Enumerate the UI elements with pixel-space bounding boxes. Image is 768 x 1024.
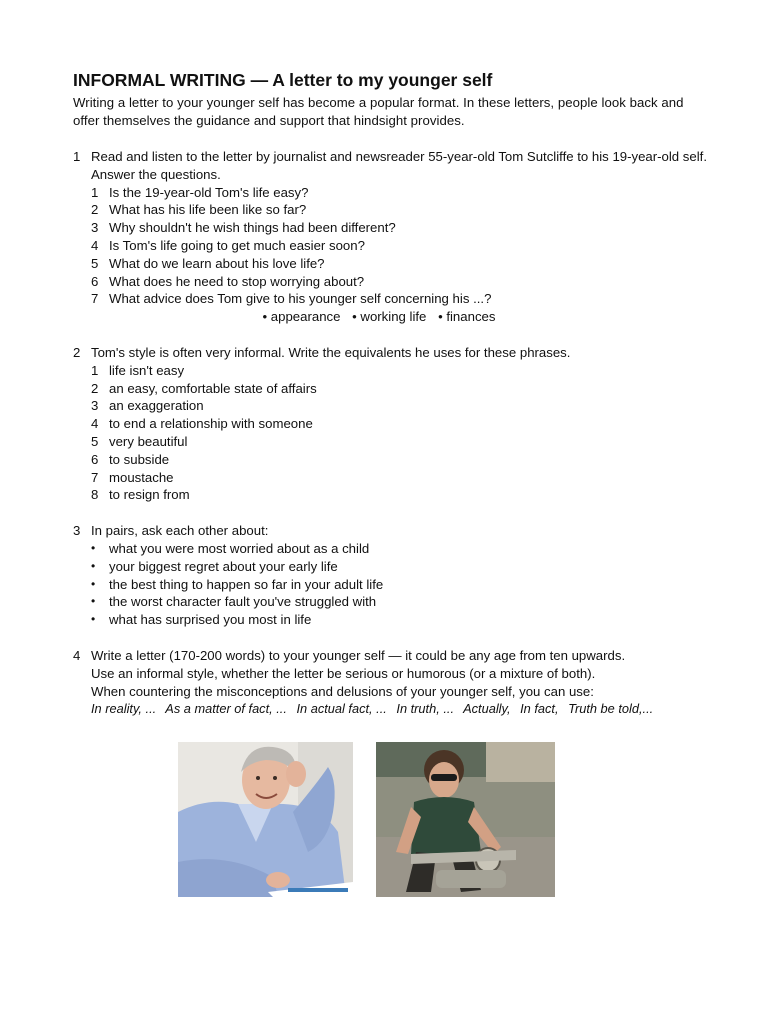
section-number: 3 bbox=[73, 523, 81, 539]
instruction-line: Write a letter (170-200 words) to your younger self — it could be any age from ten upwards. bbox=[91, 647, 626, 663]
list-item bbox=[91, 397, 713, 415]
discussion-list bbox=[73, 540, 713, 629]
section-2 bbox=[73, 344, 713, 504]
item-text: life isn't easy bbox=[109, 362, 185, 378]
topic-options bbox=[73, 308, 649, 326]
item-text: to end a relationship with someone bbox=[109, 416, 313, 432]
instruction-line: When countering the misconceptions and delusions of your younger self, you can use: bbox=[91, 683, 594, 699]
list-item bbox=[91, 451, 713, 469]
item-number: 4 bbox=[91, 416, 99, 432]
worksheet bbox=[73, 68, 713, 718]
instruction-line: Use an informal style, whether the letter be serious or humorous (or a mixture of both). bbox=[91, 665, 596, 681]
section-number: 1 bbox=[73, 149, 81, 164]
page-title: INFORMAL WRITING — A letter to my younger self bbox=[73, 70, 493, 90]
phrase-list bbox=[73, 362, 713, 504]
list-item bbox=[91, 255, 713, 273]
list-item bbox=[91, 290, 713, 308]
list-item bbox=[91, 576, 713, 594]
older-man-illustration bbox=[178, 742, 353, 897]
section-number: 2 bbox=[73, 344, 81, 360]
list-item bbox=[91, 237, 713, 255]
section-4-heading bbox=[73, 647, 713, 700]
expression: Truth be told,... bbox=[568, 701, 654, 717]
younger-man-illustration bbox=[376, 742, 555, 897]
item-number: 7 bbox=[91, 469, 99, 485]
item-text: to resign from bbox=[109, 487, 190, 503]
list-item bbox=[91, 593, 713, 611]
item-number: 6 bbox=[91, 451, 99, 467]
section-3-heading bbox=[73, 522, 713, 540]
item-number: 1 bbox=[91, 362, 99, 378]
list-item bbox=[91, 273, 713, 291]
section-4 bbox=[73, 647, 713, 718]
item-text: What do we learn about his love life? bbox=[109, 255, 325, 271]
item-number: 2 bbox=[91, 380, 99, 396]
item-text: What does he need to stop worrying about? bbox=[109, 273, 365, 289]
bullet-icon: • bbox=[91, 558, 96, 573]
intro-paragraph: Writing a letter to your younger self has become a popular format. In these letters, people look back and offer themselves the guidance and support that hindsight provides. bbox=[73, 95, 684, 128]
list-item bbox=[91, 486, 713, 504]
item-number: 8 bbox=[91, 487, 99, 503]
item-text: the worst character fault you've struggled with bbox=[109, 594, 377, 610]
option-finances: • finances bbox=[438, 309, 496, 325]
useful-expressions bbox=[73, 700, 713, 718]
item-text: very beautiful bbox=[109, 433, 188, 449]
item-text: to subside bbox=[109, 451, 170, 467]
item-text: the best thing to happen so far in your adult life bbox=[109, 576, 384, 592]
item-text: an easy, comfortable state of affairs bbox=[109, 380, 317, 396]
item-number: 4 bbox=[91, 237, 99, 253]
section-instruction: Read and listen to the letter by journalist and newsreader 55-year-old Tom Sutcliffe to his 19-year-old self. Answer the questions. bbox=[91, 149, 707, 182]
item-number: 1 bbox=[91, 184, 99, 200]
item-text: Is the 19-year-old Tom's life easy? bbox=[109, 184, 309, 200]
section-instruction: In pairs, ask each other about: bbox=[91, 523, 269, 539]
item-text: What advice does Tom give to his younger self concerning his ...? bbox=[109, 291, 492, 307]
expression: As a matter of fact, ... bbox=[165, 701, 287, 717]
item-text: Why shouldn't he wish things had been different? bbox=[109, 220, 396, 236]
item-text: your biggest regret about your early life bbox=[109, 558, 338, 574]
item-number: 5 bbox=[91, 255, 99, 271]
list-item bbox=[91, 184, 713, 202]
list-item bbox=[91, 415, 713, 433]
younger-man-photo bbox=[376, 742, 555, 897]
item-text: Is Tom's life going to get much easier soon? bbox=[109, 237, 365, 253]
item-text: what you were most worried about as a child bbox=[109, 540, 370, 556]
list-item bbox=[91, 611, 713, 629]
item-number: 5 bbox=[91, 433, 99, 449]
bullet-icon: • bbox=[91, 612, 96, 627]
item-number: 3 bbox=[91, 220, 99, 236]
list-item bbox=[91, 558, 713, 576]
list-item bbox=[91, 433, 713, 451]
section-instruction bbox=[91, 647, 713, 700]
option-appearance: • appearance bbox=[262, 309, 341, 325]
item-text: moustache bbox=[109, 469, 174, 485]
item-text: what has surprised you most in life bbox=[109, 612, 312, 628]
list-item bbox=[91, 540, 713, 558]
section-1 bbox=[73, 148, 713, 326]
bullet-icon: • bbox=[91, 576, 96, 591]
item-number: 2 bbox=[91, 202, 99, 218]
expression: Actually, bbox=[463, 701, 511, 717]
item-number: 6 bbox=[91, 273, 99, 289]
expression: In fact, bbox=[520, 701, 559, 717]
item-number: 3 bbox=[91, 398, 99, 414]
section-1-heading bbox=[73, 148, 713, 184]
section-3 bbox=[73, 522, 713, 629]
item-text: What has his life been like so far? bbox=[109, 202, 307, 218]
item-number: 7 bbox=[91, 291, 99, 307]
question-list bbox=[73, 184, 713, 309]
item-text: an exaggeration bbox=[109, 398, 204, 414]
list-item bbox=[91, 362, 713, 380]
bullet-icon: • bbox=[91, 540, 96, 555]
list-item bbox=[91, 201, 713, 219]
bullet-icon: • bbox=[91, 594, 96, 609]
list-item bbox=[91, 469, 713, 487]
section-instruction: Tom's style is often very informal. Write the equivalents he uses for these phrases. bbox=[91, 344, 571, 360]
list-item bbox=[91, 380, 713, 398]
section-number: 4 bbox=[73, 647, 81, 663]
option-working-life: • working life bbox=[352, 309, 427, 325]
older-man-photo bbox=[178, 742, 353, 897]
section-2-heading bbox=[73, 344, 713, 362]
expression: In actual fact, ... bbox=[296, 701, 387, 717]
expression: In reality, ... bbox=[91, 701, 157, 717]
expression: In truth, ... bbox=[396, 701, 455, 717]
list-item bbox=[91, 219, 713, 237]
